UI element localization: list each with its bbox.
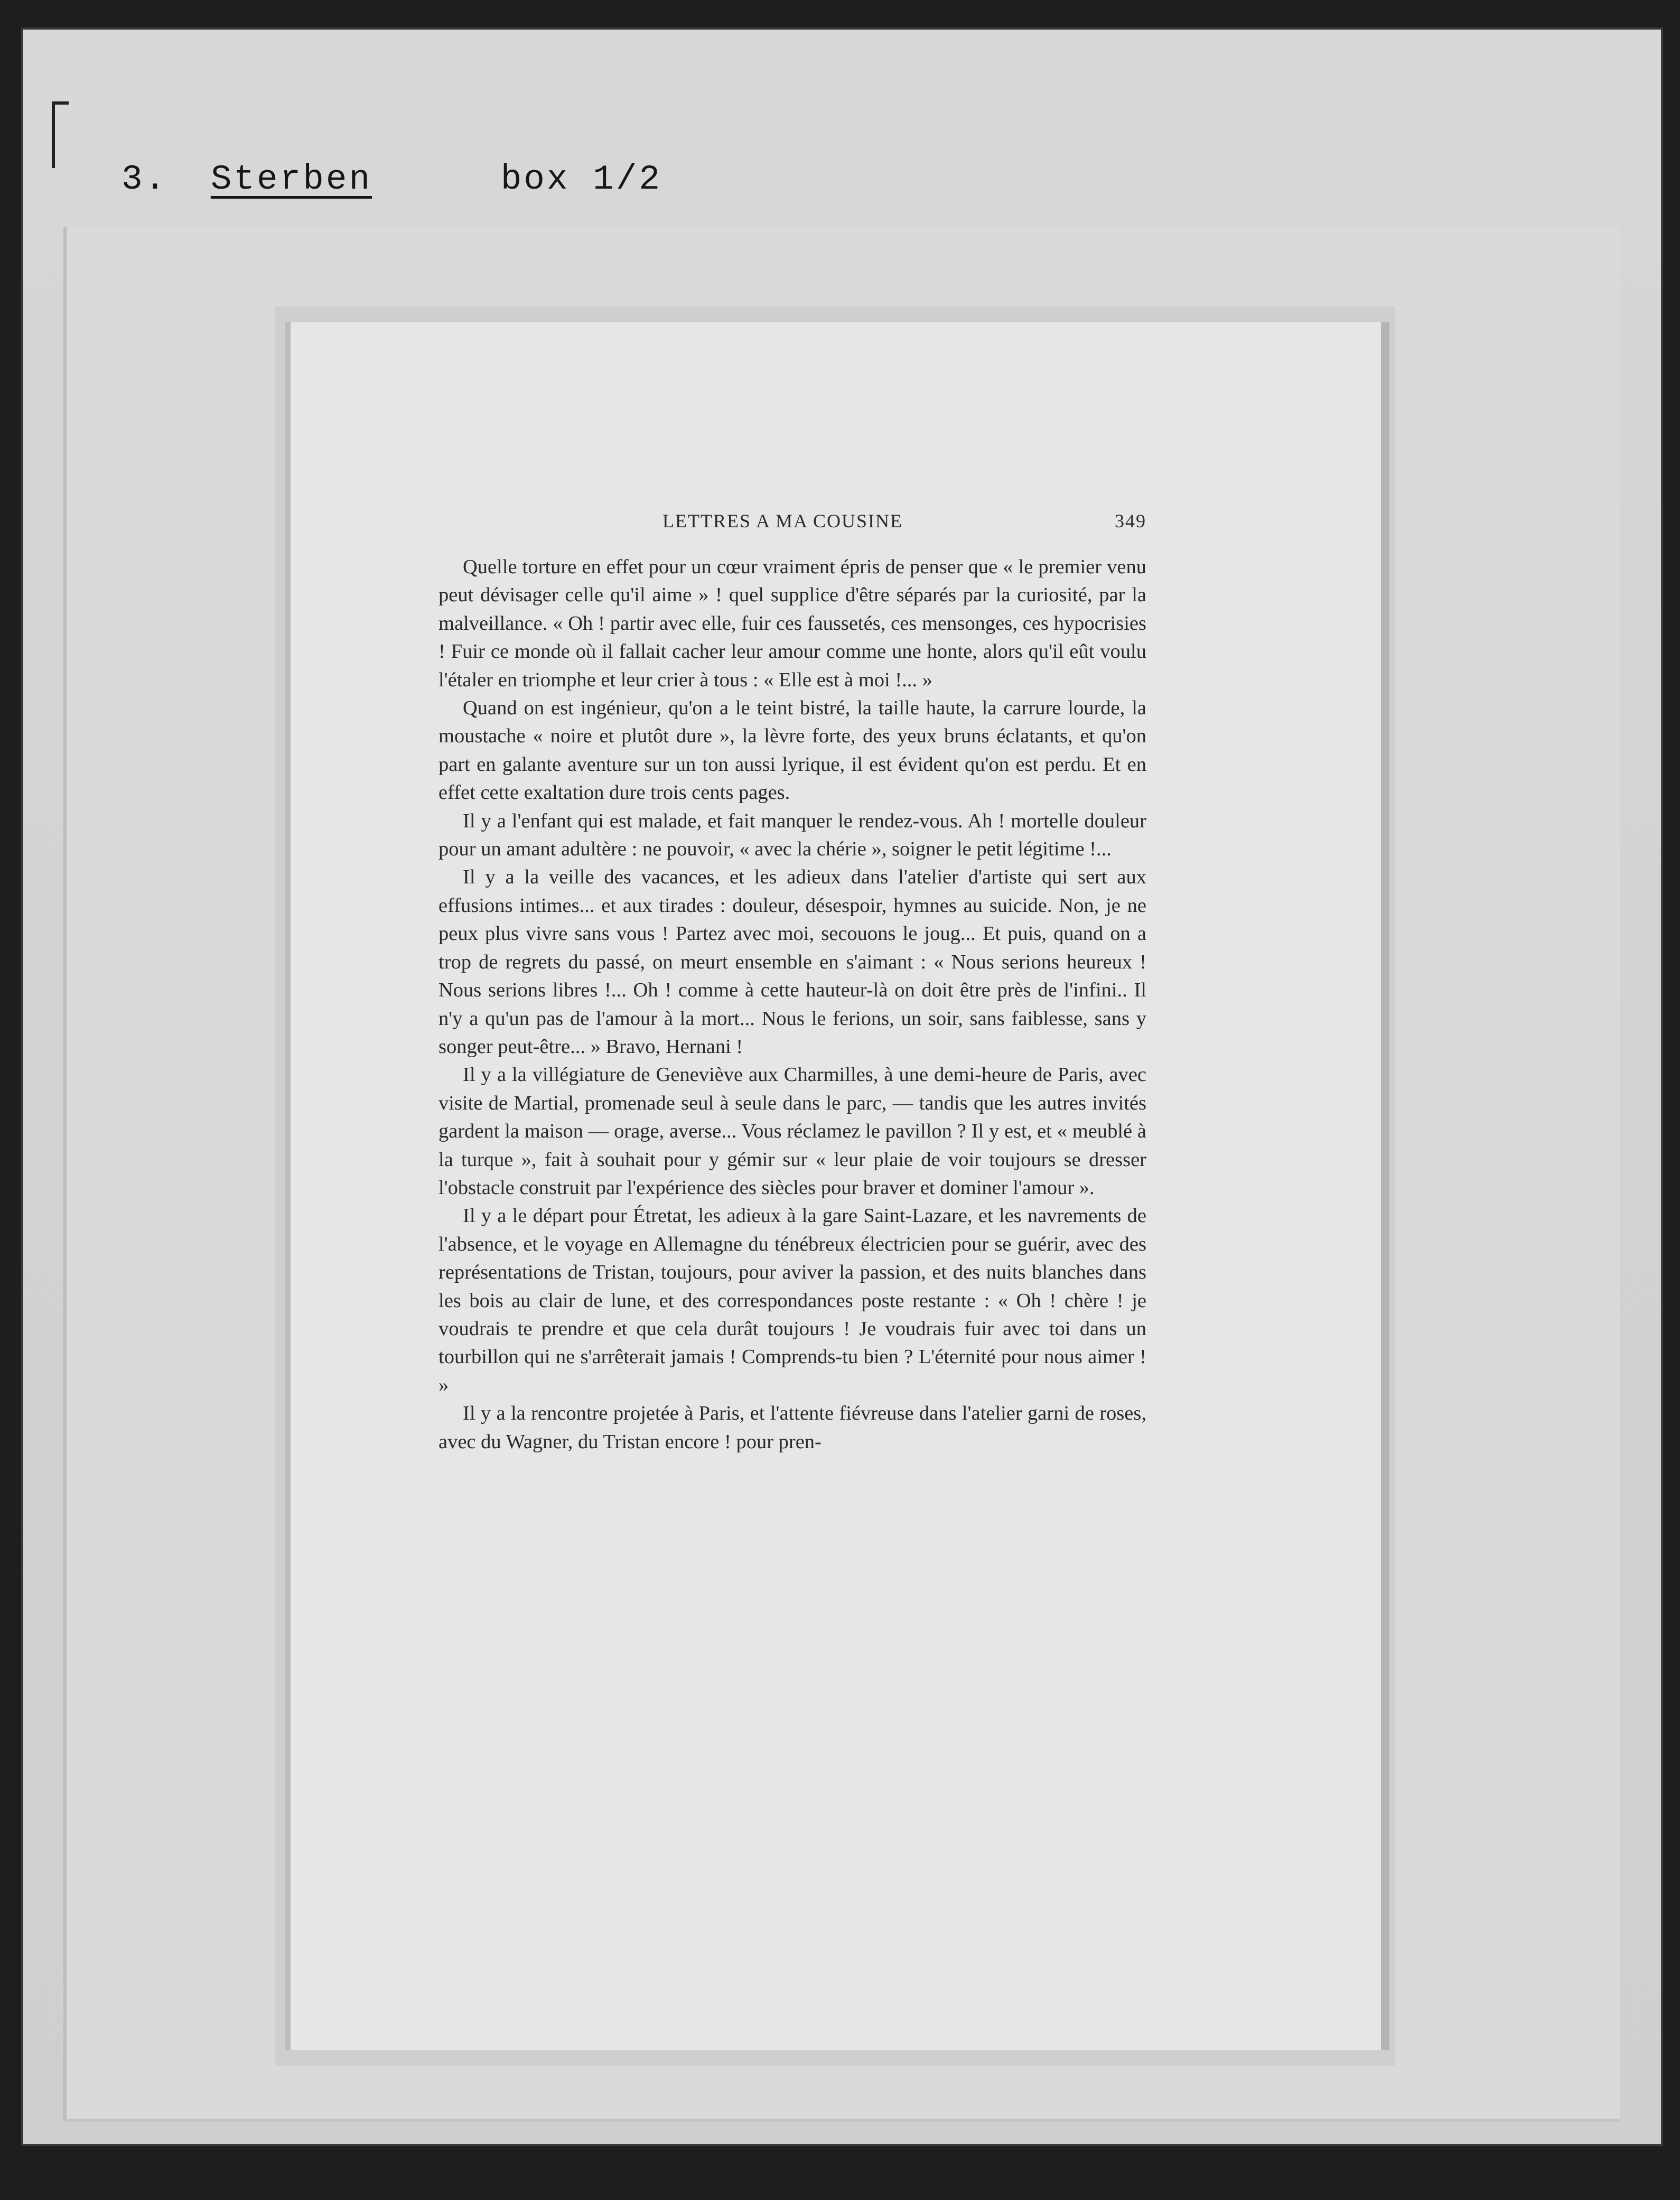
archive-label: [122, 160, 662, 199]
section-number: 3.: [122, 160, 168, 199]
book-page: [285, 322, 1389, 2050]
running-title: LETTRES A MA COUSINE: [662, 510, 903, 532]
box-label: box 1/2: [500, 160, 662, 199]
page-content: [438, 510, 1146, 1456]
text-body: [438, 553, 1146, 1456]
paragraph: Quand on est ingénieur, qu'on a le teint bistré, la taille haute, la carrure lourde, la moustache « noire et plutôt dure », la lèvre forte, des yeux bruns éclatants, et qu'on part en galante aventure sur un ton aussi lyrique, il est évident qu'on est perdu. Et en effet cette exaltation dure trois cents pages.: [438, 697, 1146, 804]
corner-bracket-mark: [52, 101, 69, 168]
paragraph: Il y a la rencontre projetée à Paris, et l'attente fiévreuse dans l'atelier garni de roses, avec du Wagner, du Tristan encore ! pour pren-: [438, 1402, 1146, 1453]
paragraph: Il y a l'enfant qui est malade, et fait manquer le rendez-vous. Ah ! mortelle douleur pour un amant adultère : ne pouvoir, « avec la chérie », soigner le petit légitime !...: [438, 809, 1146, 861]
paragraph: Quelle torture en effet pour un cœur vraiment épris de penser que « le premier venu peut dévisager celle qu'il aime » ! quel supplice d'être séparés par la curiosité, par la malveillance. « Oh ! partir avec elle, fuir ces faussetés, ces mensonges, ces hypocrisies ! Fuir ce monde où il fallait cacher leur amour comme une honte, alors qu'il eût voulu l'étaler en triomphe et leur crier à tous : « Elle est à moi !... »: [438, 556, 1146, 691]
page-number: 349: [1115, 510, 1146, 532]
paragraph: Il y a la veille des vacances, et les adieux dans l'atelier d'artiste qui sert aux effusions intimes... et aux tirades : douleur, désespoir, hymnes au suicide. Non, je ne peux plus vivre sans vous ! Partez avec moi, secouons le joug... Et puis, quand on a trop de regrets du passé, on meurt ensemble en s'aimant : « Nous serions heureux ! Nous serions libres !... Oh ! comme à cette hauteur-là on doit être près de l'infini.. Il n'y a qu'un pas de l'amour à la mort... Nous le ferions, un soir, sans faiblesse, sans y songer peut-être... » Bravo, Hernani !: [438, 866, 1146, 1058]
paragraph: Il y a le départ pour Étretat, les adieux à la gare Saint-Lazare, et les navrements de l'absence, et le voyage en Allemagne du ténébreux électricien pour se guérir, avec des représentations de Tristan, toujours, pour aviver la passion, et des nuits blanches dans les bois au clair de lune, et des correspondances poste restante : « Oh ! chère ! je voudrais te prendre et que cela durât toujours ! Je voudrais fuir avec toi dans un tourbillon qui ne s'arrêterait jamais ! Comprends-tu bien ? L'éternité pour nous aimer ! »: [438, 1205, 1146, 1396]
paragraph: Il y a la villégiature de Geneviève aux Charmilles, à une demi-heure de Paris, avec visite de Martial, promenade seul à seule dans le parc, — tandis que les autres invités gardent la maison — orage, averse... Vous réclamez le pavillon ? Il y est, et « meublé à la turque », fait à souhait pour y gémir sur « leur plaie de voir toujours se dresser l'obstacle construit par l'expérience des siècles pour braver et dominer l'amour ».: [438, 1064, 1146, 1199]
section-title: Sterben: [210, 160, 372, 199]
running-head: [438, 510, 1146, 542]
